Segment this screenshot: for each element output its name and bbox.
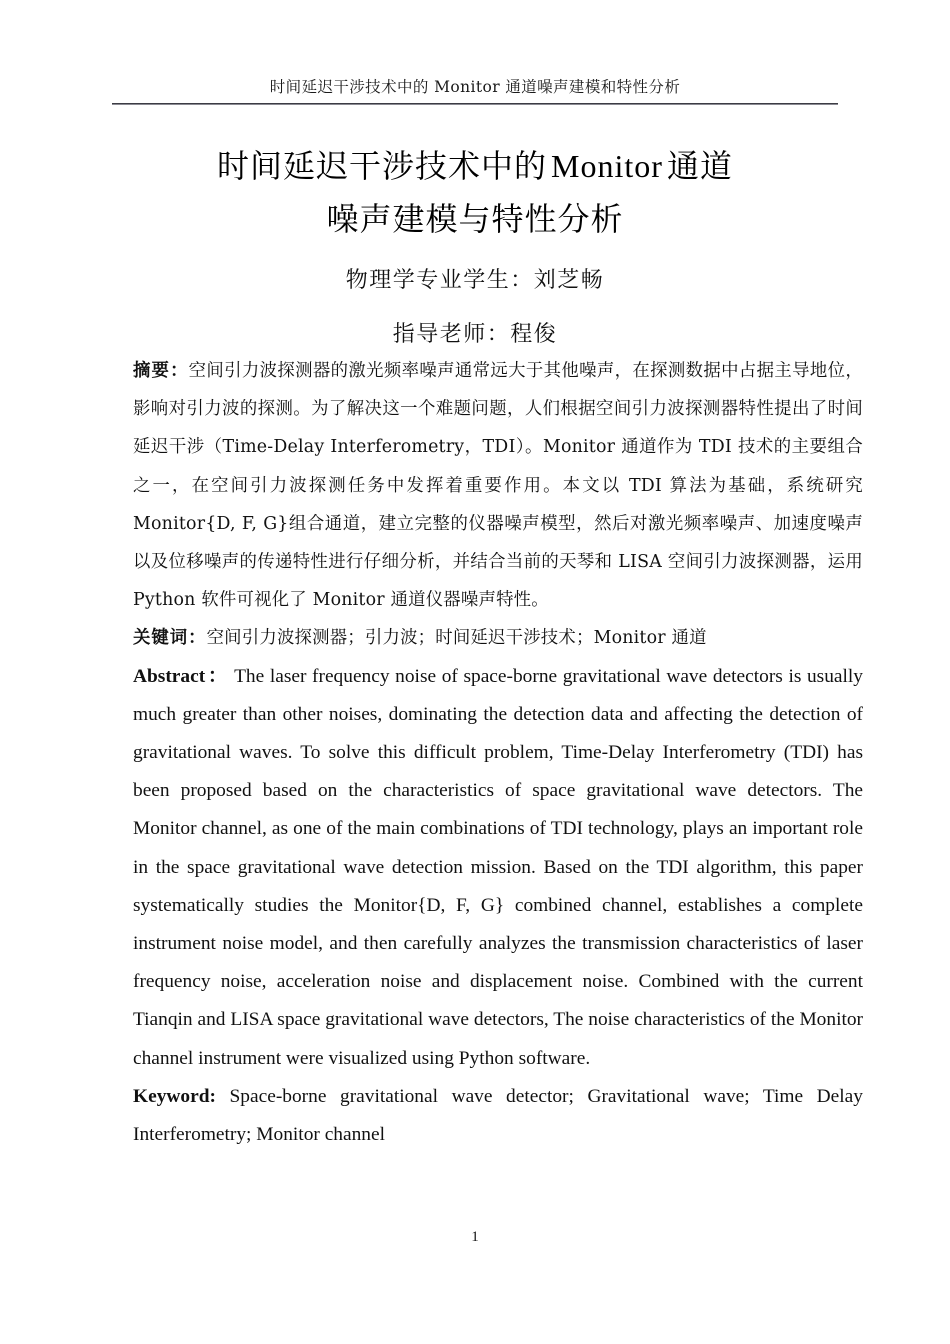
title-line1-cn-before: 时间延迟干涉技术中的 [217,147,548,185]
english-abstract-separator: ： [207,665,229,687]
english-keywords-paragraph [133,1078,863,1154]
english-keywords-label: Keyword: [133,1085,216,1107]
chinese-keywords-paragraph [133,619,863,657]
page-title-line-2: 噪声建模与特性分析 [326,200,624,238]
chinese-keywords-label: 关键词： [133,628,207,649]
english-keywords-text: Space-borne gravitational wave detector; Gravitational wave; Time Delay Interferometry; Monitor channel [133,1085,863,1146]
running-header-text: 时间延迟干涉技术中的 Monitor 通道噪声建模和特性分析 [269,78,681,96]
chinese-abstract-label: 摘要： [133,361,189,381]
page-number: 1 [471,1229,479,1245]
student-byline: 物理学专业学生：刘芝畅 [345,268,605,293]
english-abstract-text: The laser frequency noise of space-borne gravitational wave detectors is usually much greater than other noises, dominating the detection data and affecting the detection of gravitational waves. To solve this difficult problem, Time-Delay Interferometry (TDI) has been proposed based on the characteristics of space gravitational wave detectors. The Monitor channel, as one of the main combinations of TDI technology, plays an important role in the space gravitational wave detection mission. Based on the TDI algorithm, this paper systematically studies the Monitor{D, F, G} combined channel, establishes a complete instrument noise model, and then carefully analyzes the transmission characteristics of laser frequency noise, acceleration noise and displacement noise. Combined with the current Tianqin and LISA space gravitational wave detectors, The noise characteristics of the Monitor channel instrument were visualized using Python software. [133,665,863,1069]
chinese-abstract-text: 空间引力波探测器的激光频率噪声通常远大于其他噪声，在探测数据中占据主导地位，影响对引力波的探测。为了解决这一个难题问题，人们根据空间引力波探测器特性提出了时间延迟干涉（Time-Delay Interferometry，TDI）。Monitor 通道作为 TDI 技术的主要组合之一，在空间引力波探测任务中发挥着重要作用。本文以 TDI 算法为基础，系统研究 Monitor{D, F, G}组合通道，建立完整的仪器噪声模型，然后对激光频率噪声、加速度噪声以及位移噪声的传递特性进行仔细分析，并结合当前的天琴和 LISA 空间引力波探测器，运用 Python 软件可视化了 Monitor 通道仪器噪声特性。 [133,361,863,611]
title-line1-cn-after: 通道 [666,147,733,185]
chinese-keywords-text: 空间引力波探测器；引力波；时间延迟干涉技术；Monitor 通道 [206,628,707,649]
advisor-byline: 指导老师：程俊 [392,322,558,347]
page-title-line-1 [0,140,950,193]
title-line1-latin: Monitor [551,148,663,184]
chinese-abstract-paragraph [133,352,863,619]
page-footer [0,1228,950,1246]
header-divider-rule [112,103,838,105]
document-body [133,352,863,1154]
running-header [0,78,950,105]
english-abstract-label: Abstract [133,665,206,687]
title-block [0,140,950,358]
english-abstract-paragraph [133,658,863,1078]
